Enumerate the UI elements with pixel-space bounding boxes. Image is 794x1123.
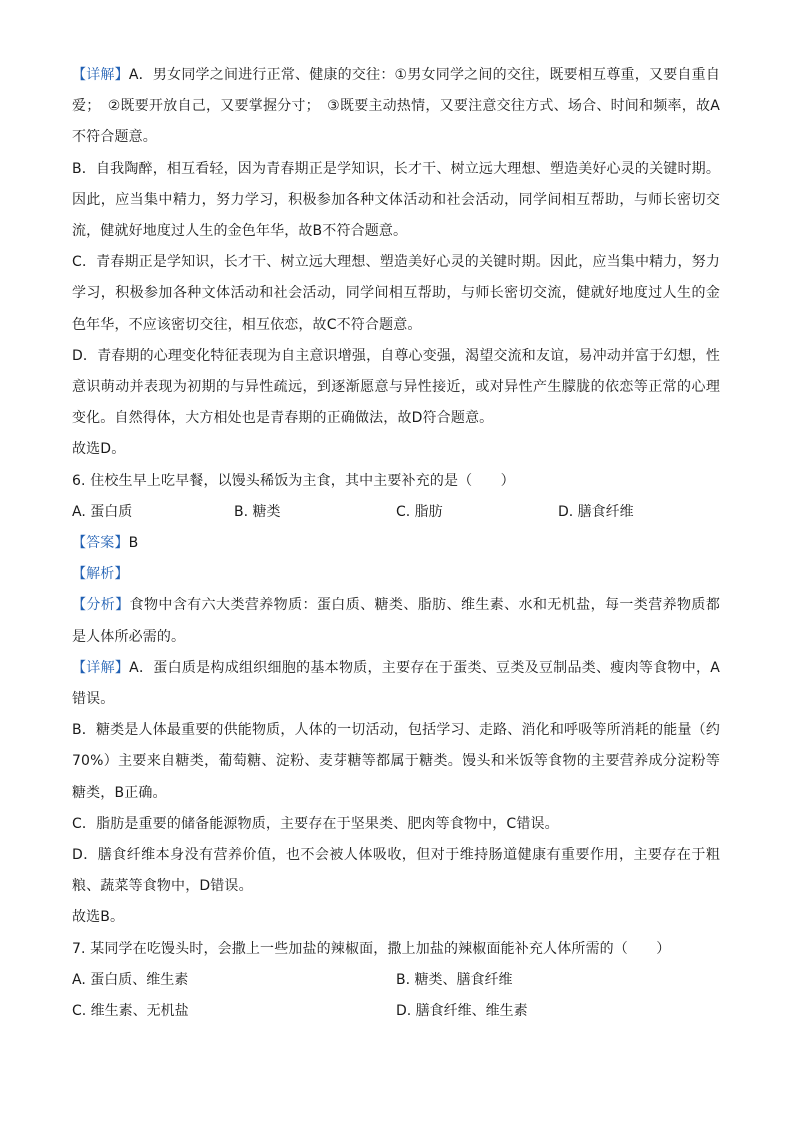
answer-tag: 【答案】 (72, 535, 129, 552)
detail-tag: 【详解】 (72, 67, 129, 83)
conclusion-5: 故选D。 (72, 441, 126, 458)
answer-line (72, 528, 720, 559)
option-a: A. 蛋白质 (72, 503, 133, 520)
option-c: C. 脂肪 (396, 503, 443, 520)
question-7-options-row2 (72, 996, 720, 1027)
q6-detail-b: B．糖类是人体最重要的供能物质，人体的一切活动，包括学习、走路、消化和呼吸等所消耗的能量（约70%）主要来自糖类，葡萄糖、淀粉、麦芽糖等都属于糖类。馒头和米饭等食物的主要营养成分淀粉等糖类，B正确。 (72, 722, 720, 801)
analysis-sub-tag: 【分析】 (72, 597, 130, 614)
q6-conclusion: 故选B。 (72, 909, 125, 926)
option-d: D. 膳食纤维、维生素 (396, 1003, 528, 1020)
q6-detail-c: C．脂肪是重要的储备能源物质，主要存在于坚果类、肥肉等食物中，C错误。 (72, 815, 559, 832)
document-page (72, 60, 720, 1027)
option-b: B. 糖类、膳食纤维 (396, 971, 513, 988)
option-c: C. 维生素、无机盐 (72, 1003, 189, 1020)
detail-tag: 【详解】 (72, 659, 130, 676)
question-6-stem: 6. 住校生早上吃早餐，以馒头稀饭为主食，其中主要补充的是（ ） (72, 472, 515, 489)
question-7-stem: 7. 某同学在吃馒头时，会撒上一些加盐的辣椒面，撒上加盐的辣椒面能补充人体所需的（ ） (72, 940, 671, 957)
answer-value: B (128, 535, 139, 552)
option-d: D. 膳食纤维 (558, 503, 634, 520)
option-a: A. 蛋白质、维生素 (72, 971, 189, 988)
analysis-tag: 【解析】 (72, 566, 129, 583)
option-b: B. 糖类 (234, 503, 281, 520)
explanation-b: B．自我陶醉，相互看轻，因为青春期正是学知识，长才干、树立远大理想、塑造美好心灵的关键时期。因此，应当集中精力，努力学习，积极参加各种文体活动和社会活动，同学间相互帮助，与师长密切交流，健就好地度过人生的金色年华，故B不符合题意。 (72, 160, 720, 240)
q6-detail-a: 【详解】A．蛋白质是构成组织细胞的基本物质，主要存在于蛋类、豆类及豆制品类、瘦肉等食物中，A错误。 (72, 659, 721, 708)
question-7-options-row1 (72, 965, 720, 996)
q6-detail-d: D．膳食纤维本身没有营养价值，也不会被人体吸收，但对于维持肠道健康有重要作用，主要存在于粗粮、蔬菜等食物中，D错误。 (72, 847, 720, 895)
explanation-c: C．青春期正是学知识，长才干、树立远大理想、塑造美好心灵的关键时期。因此，应当集中精力，努力学习，积极参加各种文体活动和社会活动，同学间相互帮助，与师长密切交流，健就好地度过人生的金色年华，不应该密切交往，相互依恋，故C不符合题意。 (72, 254, 720, 333)
question-6-options (72, 497, 720, 528)
q6-analysis: 【分析】食物中含有六大类营养物质：蛋白质、糖类、脂肪、维生素、水和无机盐，每一类营养物质都是人体所必需的。 (72, 597, 720, 645)
explanation-a: 【详解】A．男女同学之间进行正常、健康的交往：①男女同学之间的交往，既要相互尊重，又要自重自爱； ②既要开放自己，又要掌握分寸； ③既要主动热情，又要注意交往方式、场合、时间和频率，故A不符合题意。 (72, 67, 720, 146)
explanation-d: D．青春期的心理变化特征表现为自主意识增强，自尊心变强，渴望交流和友谊，易冲动并富于幻想，性意识萌动并表现为初期的与异性疏远，到逐渐愿意与异性接近，或对异性产生朦胧的依恋等正常的心理变化。自然得体，大方相处也是青春期的正确做法，故D符合题意。 (72, 347, 720, 427)
